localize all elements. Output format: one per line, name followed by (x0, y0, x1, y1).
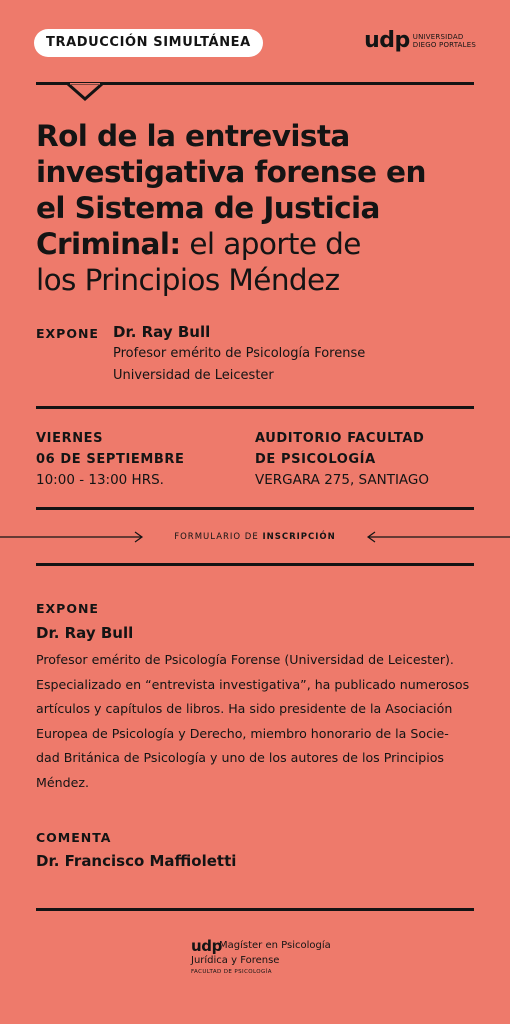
chevron-notch-icon (66, 83, 104, 101)
commentator-name: Dr. Francisco Maffioletti (36, 852, 237, 870)
venue-address: VERGARA 275, SANTIAGO (255, 472, 430, 488)
udp-logo-line1: UNIVERSIDAD (412, 33, 464, 41)
program-logo (191, 937, 331, 975)
venue-line-1: AUDITORIO FACULTAD (255, 431, 425, 446)
udp-logo (364, 30, 476, 52)
bio-line: artículos y capítulos de libros. Ha sido presidente de la Asociación (36, 701, 453, 716)
event-date: 06 DE SEPTIEMBRE (36, 452, 185, 467)
divider-after-form (36, 563, 474, 566)
divider-before-details (36, 406, 474, 409)
form-link-emphasis: INSCRIPCIÓN (262, 532, 336, 542)
bio-line: Profesor emérito de Psicología Forense (Universidad de Leicester). (36, 652, 454, 667)
bio-text (36, 648, 476, 795)
arrow-left-icon (366, 531, 510, 543)
event-time: 10:00 - 13:00 HRS. (36, 472, 164, 488)
title-line-5: los Principios Méndez (36, 263, 340, 297)
speaker-role: Profesor emérito de Psicología Forense (113, 346, 366, 361)
event-date-block (36, 428, 185, 491)
arrow-right-icon (0, 531, 144, 543)
bio-line: Europea de Psicología y Derecho, miembro honorario de la Socie- (36, 725, 449, 741)
event-day: VIERNES (36, 431, 104, 446)
title-line-1: Rol de la entrevista (36, 119, 350, 153)
program-faculty: FACULTAD DE PSICOLOGÍA (191, 969, 272, 975)
speaker-label: EXPONE (36, 326, 99, 341)
bio-line: Especializado en “entrevista investigativa”, ha publicado numerosos (36, 676, 470, 692)
bio-line: Méndez. (36, 774, 89, 790)
title-line-2: investigativa forense en (36, 155, 426, 189)
bio-label: EXPONE (36, 601, 99, 616)
form-link-prefix: FORMULARIO DE (174, 532, 263, 542)
speaker-block (113, 321, 365, 387)
speaker-institution: Universidad de Leicester (113, 368, 274, 383)
registration-form-link[interactable] (150, 530, 360, 544)
udp-logo-mark: udp (364, 28, 410, 53)
venue-line-2: DE PSICOLOGÍA (255, 452, 376, 467)
commentator-label: COMENTA (36, 830, 112, 845)
program-name-line2: Jurídica y Forense (191, 955, 280, 966)
speaker-name: Dr. Ray Bull (113, 323, 211, 341)
divider-before-form (36, 507, 474, 510)
title-line-4-light: el aporte de (180, 227, 361, 261)
bottom-divider (36, 908, 474, 911)
program-logo-mark: udp (191, 937, 222, 955)
title-line-3: el Sistema de Justicia (36, 191, 380, 225)
udp-logo-line2: DIEGO PORTALES (412, 41, 476, 49)
bio-line: dad Británica de Psicología y uno de los autores de los Principios (36, 750, 444, 765)
bio-speaker-name: Dr. Ray Bull (36, 624, 134, 642)
event-title (36, 118, 476, 298)
program-name-line1: Magíster en Psicología (219, 940, 331, 951)
udp-logo-name (413, 33, 476, 49)
simultaneous-translation-badge: TRADUCCIÓN SIMULTÁNEA (34, 29, 263, 57)
title-line-4-bold: Criminal: (36, 227, 181, 261)
event-venue-block (255, 428, 429, 491)
